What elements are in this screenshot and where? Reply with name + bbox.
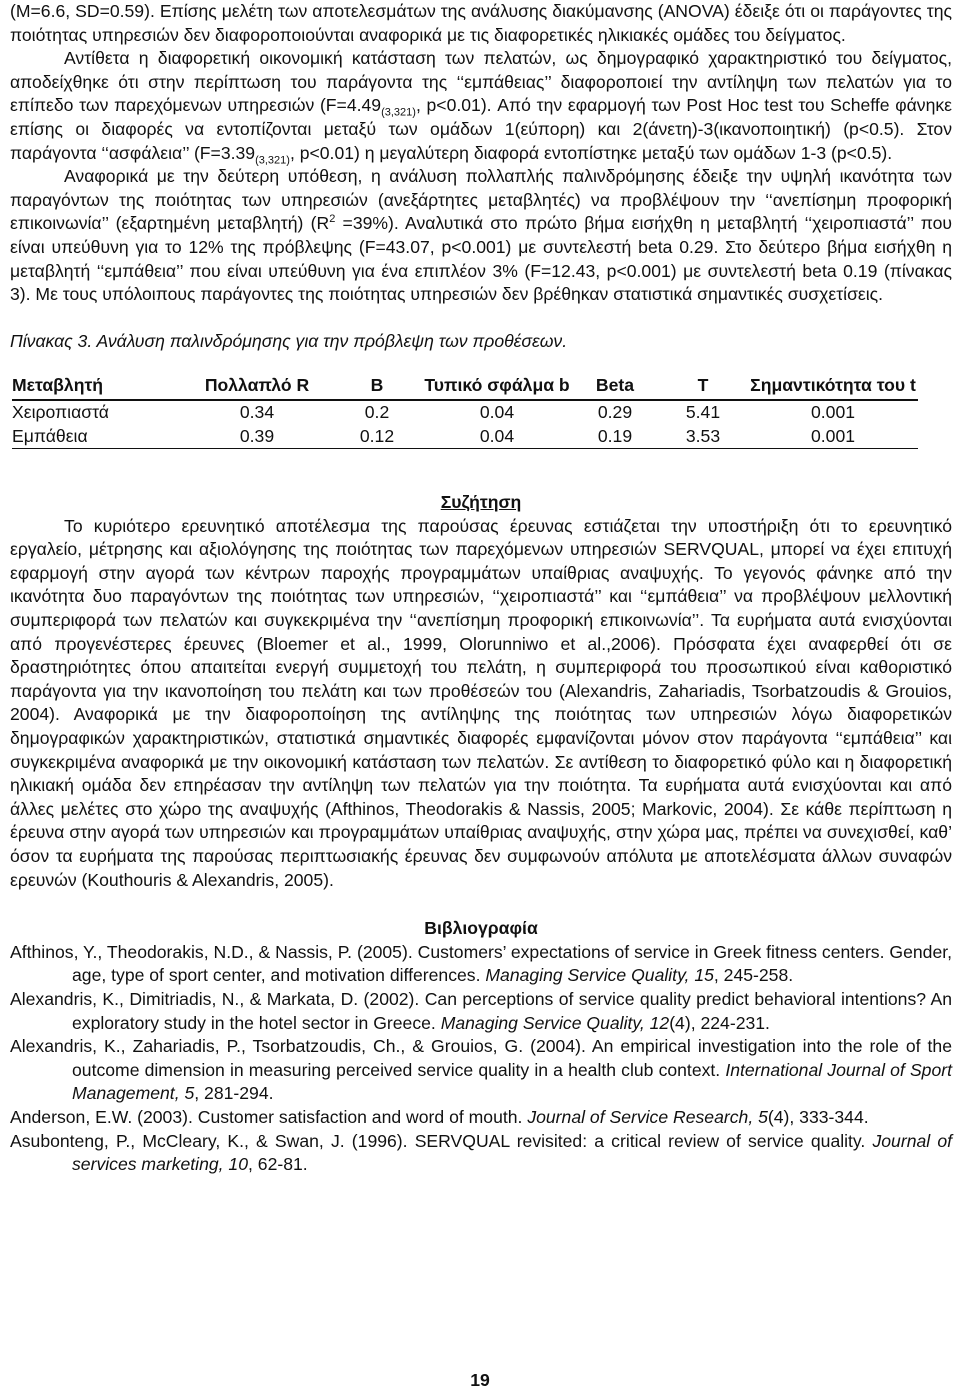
- table-cell: Χειροπιαστά: [12, 401, 109, 422]
- table-cell: Εμπάθεια: [12, 425, 88, 446]
- table-cell: 0.04: [479, 401, 515, 422]
- table-cell: 5.41: [685, 401, 721, 422]
- discussion-paragraph: Το κυριότερο ερευνητικό αποτέλεσμα της παρούσας έρευνας εστιάζεται την υποστήριξη ότι το ερευνητικό εργαλείο, μέτρησης και αξιολόγησης της ποιότητας των παρεχόμενων υπηρεσιών SERVQUAL, μπορεί να έχει επιτυχή εφαρμογή στην αγορά των κέντρων παροχής προγραμμάτων υπαίθριας αναψυχής. Το γεγονός φάνηκε από την ικανότητα δυο παραγόντων της ποιότητας των υπηρεσιών, ‘‘χειροπιαστά’’ και ‘‘εμπάθεια’’ να προβλέψουν μελλοντική συμπεριφορά των πελατών και συγκεκριμένα την ‘‘ανεπίσημη προφορική επικοινωνία’’. Τα ευρήματα αυτά ενισχύονται από προγενέστερες έρευνες (Bloemer et al., 1999, Olorunniwo et al.,2006). Πρόσφατα έχει αναφερθεί ότι σε δραστηριότητες όπου απαιτείται ενεργή συμμετοχή του πελάτη, η συμπεριφορά του προσωπικού είναι καθοριστικό παράγοντα για την ικανοποίηση του πελάτη και των προθέσεών του (Alexandris, Zahariadis, Tsorbatzoudis & Grouios, 2004). Αναφορικά με την διαφοροποίηση της αντίληψης της ποιότητας των υπηρεσιών λόγω διαφορετικών δημογραφικών χαρακτηριστικών, στατιστικά σημαντικές διαφορές εμφανίζονται μόνον στον παράγοντα ‘‘εμπάθεια’’ και συγκεκριμένα αναφορικά με την οικονομική κατάσταση των πελατών. Σε αντίθεση το διαφορετικό φύλο και η διαφορετική ηλικιακή ομάδα δεν επηρέασαν την αντίληψη των πελατών για την ποιότητα. Τα ευρήματα αυτά ενισχύονται και από άλλες μελέτες στο χώρο της αναψυχής (Afthinos, Theodorakis & Nassis, 2005; Markovic, 2004). Σε κάθε περίπτωση η έρευνα στην αγορά των υπηρεσιών και προγραμμάτων υπαίθριας αναψυχής, στην χώρα μας, πρέπει να συνεχισθεί, καθ’ όσον τα ευρήματα της παρούσας περιπτωσιακής έρευνας δεν συμφωνούν απόλυτα με αποτελέσματα άλλων συναφών ερευνών (Kouthouris & Alexandris, 2005).: [10, 515, 952, 890]
- col-header: Τυπικό σφάλμα b: [424, 375, 570, 396]
- table-cell: 0.04: [479, 425, 515, 446]
- reference-item: Afthinos, Y., Theodorakis, N.D., & Nassis, P. (2005). Customers’ expectations of service in Greek fitness centers. Gender, age, type of sport center, and motivation differences. Managing Service Quality, 15, 245-258.: [10, 941, 952, 986]
- col-header: Beta: [595, 375, 635, 396]
- table-row: [12, 400, 918, 425]
- table-cell: 0.34: [239, 401, 275, 422]
- reference-item: Asubonteng, P., McCleary, K., & Swan, J. (1996). SERVQUAL revisited: a critical review of service quality. Journal of services marketing, 10, 62-81.: [10, 1130, 952, 1175]
- page-number: 19: [470, 1370, 490, 1390]
- reference-item: Anderson, E.W. (2003). Customer satisfaction and word of mouth. Journal of Service Research, 5(4), 333-344.: [10, 1106, 869, 1127]
- table-header-row: [12, 374, 918, 400]
- table-caption: Πίνακας 3. Ανάλυση παλινδρόμησης για την πρόβλεψη των προθέσεων.: [10, 330, 568, 351]
- col-header: Μεταβλητή: [12, 375, 104, 396]
- col-header: Πολλαπλό R: [204, 375, 310, 396]
- regression-table: [12, 374, 918, 449]
- table-cell: 0.001: [810, 401, 856, 422]
- table-cell: 0.2: [364, 401, 390, 422]
- col-header: T: [697, 375, 709, 396]
- table-cell: 0.19: [597, 425, 633, 446]
- table-cell: 0.29: [597, 401, 633, 422]
- col-header: Σημαντικότητα του t: [750, 375, 916, 396]
- table-cell: 0.001: [810, 425, 856, 446]
- table-row: [12, 425, 918, 449]
- table-cell: 3.53: [685, 425, 721, 446]
- references-heading: Βιβλιογραφία: [424, 918, 538, 939]
- reference-item: Alexandris, K., Dimitriadis, N., & Markata, D. (2002). Can perceptions of service quality predict behavioral intentions? An exploratory study in the hotel sector in Greece. Managing Service Quality, 12(4), 224-231.: [10, 988, 952, 1033]
- results-paragraph-1: (M=6.6, SD=0.59). Επίσης μελέτη των αποτελεσμάτων της ανάλυσης διακύμανσης (ANOVA) έδειξε ότι οι παράγοντες της ποιότητας υπηρεσιών δεν διαφοροποιούνται αναφορικά με τις διαφορετικές ηλικιακές ομάδες του δείγματος.: [10, 1, 952, 45]
- table-cell: 0.12: [359, 425, 395, 446]
- reference-item: Alexandris, K., Zahariadis, P., Tsorbatzoudis, Ch., & Grouios, G. (2004). An empirical investigation into the role of the outcome dimension in measuring perceived service quality in a health club context. International Journal of Sport Management, 5, 281-294.: [10, 1036, 952, 1104]
- results-paragraph-2: Αντίθετα η διαφορετική οικονομική κατάσταση των πελατών, ως δημογραφικό χαρακτηριστικό του δείγματος, αποδείχθηκε ότι στην περίπτωση του παράγοντα της ‘‘εμπάθειας’’ διαφοροποιεί την αντίληψη των πελατών για το επίπεδο των παρεχόμενων υπηρεσιών ($F=4.49_{(3,321)}$, p<0.01). Από την εφαρμογή των Post Hoc test του Scheffe φάνηκε επίσης οι διαφορές να εντοπίζονται μεταξύ των ομάδων 1(εύπορη) και 2(άνετη)-3(ικανοποιητική) (p<0.5). Στον παράγοντα ‘‘ασφάλεια’’ ($F=3.39_{(3,321)}$, p<0.01) η μεγαλύτερη διαφορά εντοπίστηκε μεταξύ των ομάδων 1-3 (p<0.5).: [10, 48, 953, 167]
- col-header: B: [370, 375, 384, 396]
- table-cell: 0.39: [239, 425, 275, 446]
- results-paragraph-3: Αναφορικά με την δεύτερη υπόθεση, η ανάλυση πολλαπλής παλινδρόμησης έδειξε την υψηλή ικανότητα των παραγόντων της ποιότητας των υπηρεσιών (ανεξάρτητες μεταβλητές) να προβλέψουν την ‘‘ανεπίσημη προφορική επικοινωνία’’ (εξαρτημένη μεταβλητή) $(R^2 =39\%)$. Αναλυτικά στο πρώτο βήμα εισήχθη η μεταβλητή ‘‘χειροπιαστά’’ που είναι υπεύθυνη για το 12% της πρόβλεψης (F=43.07, p<0.001) με συντελεστή beta 0.29. Στο δεύτερο βήμα εισήχθη η μεταβλητή ‘‘εμπάθεια’’ που είναι υπεύθυνη για ένα επιπλέον 3% (F=12.43, p<0.001) με συντελεστή beta 0.19 (πίνακας 3). Με τους υπόλοιπους παράγοντες της ποιότητας υπηρεσιών δεν βρέθηκαν στατιστικά σημαντικές συσχετίσεις.: [10, 166, 952, 305]
- discussion-heading: Συζήτηση: [440, 492, 522, 513]
